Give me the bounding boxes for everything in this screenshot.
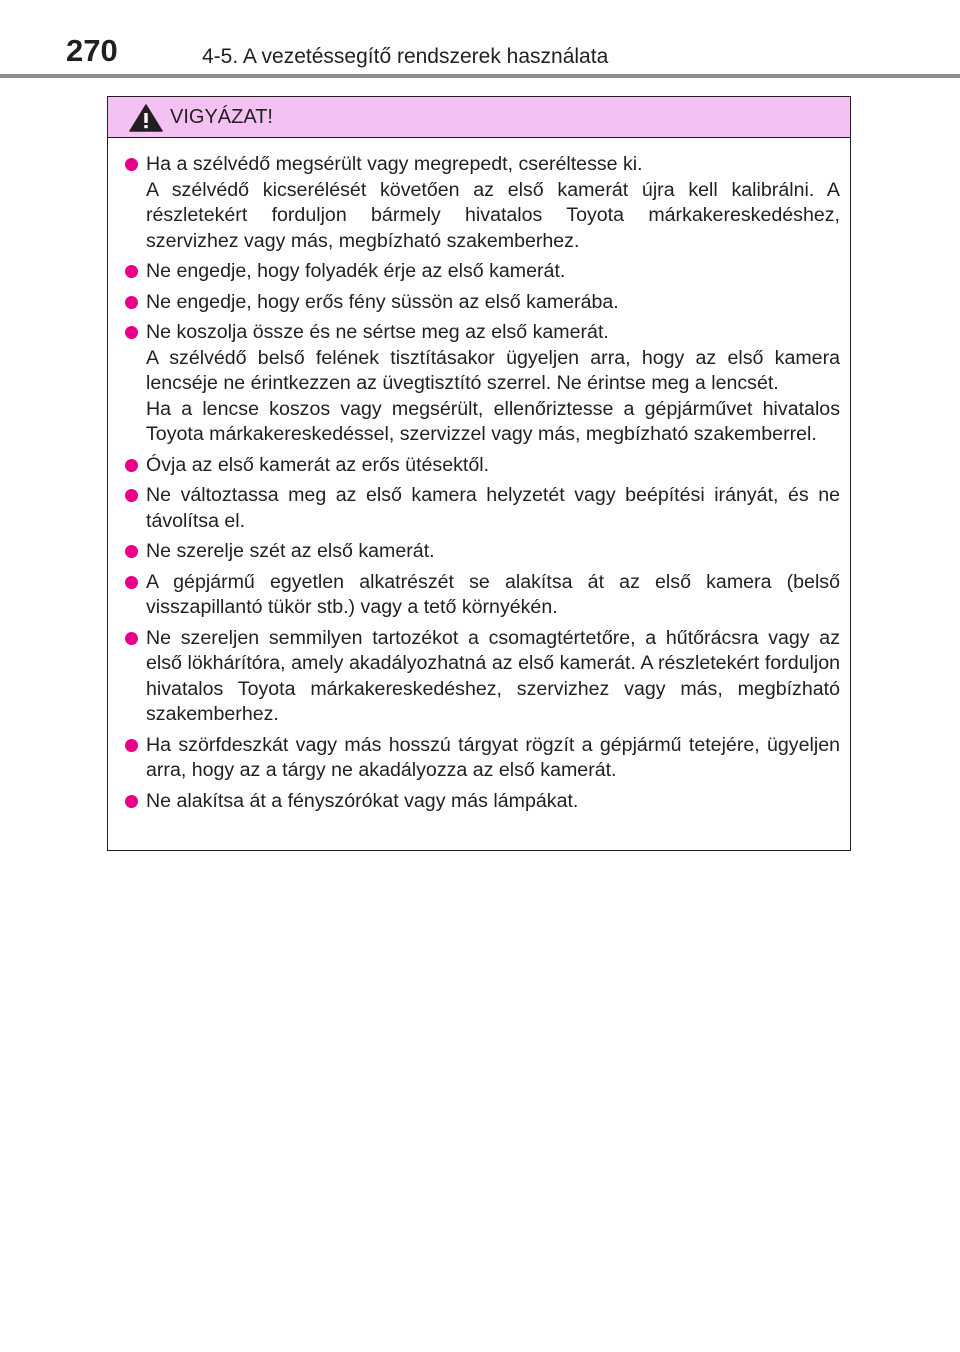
warning-text: A szélvédő belső felének tisztításakor ügyeljen arra, hogy az első kamera lencséje ne érintkezzen az üvegtisztító szerrel. Ne érintse meg a lencsét. (146, 346, 840, 394)
bullet-dot-icon (125, 265, 138, 278)
warning-item (122, 570, 840, 621)
bullet-dot-icon (125, 739, 138, 752)
bullet-dot-icon (125, 296, 138, 309)
warning-item (122, 789, 840, 815)
warning-text: Ne szerelje szét az első kamerát. (146, 540, 435, 562)
warning-text: Ha a szélvédő megsérült vagy megrepedt, cseréltesse ki. (146, 153, 643, 175)
bullet-dot-icon (125, 576, 138, 589)
bullet-dot-icon (125, 545, 138, 558)
warning-text: Ne engedje, hogy folyadék érje az első kamerát. (146, 260, 566, 282)
warning-text: A szélvédő kicserélését követően az első kamerát újra kell kalibrálni. A részletekért forduljon bármely hivatalos Toyota márkakereskedéshez, szervizhez vagy más, megbízható szakemberhez. (146, 178, 840, 252)
warning-item (122, 733, 840, 784)
warning-header (108, 97, 850, 138)
section-title: 4-5. A vezetéssegítő rendszerek használata (202, 45, 609, 68)
warning-text: Ne szereljen semmilyen tartozékot a csomagtértetőre, a hűtőrácsra vagy az első lökhárítóra, amely akadályozhatná az első kamerát. A részletekért forduljon hivatalos Toyota márkakereskedéshez, szervizhez vagy más, megbízható szakemberhez. (146, 626, 840, 725)
bullet-dot-icon (125, 489, 138, 502)
warning-text: Ne változtassa meg az első kamera helyzetét vagy beépítési irányát, és ne távolítsa el. (146, 484, 840, 532)
warning-item (122, 626, 840, 728)
bullet-dot-icon (125, 632, 138, 645)
warning-text: Óvja az első kamerát az erős ütésektől. (146, 453, 490, 476)
warning-item (122, 483, 840, 534)
header-divider (0, 74, 960, 78)
bullet-dot-icon (125, 459, 138, 472)
warning-item (122, 453, 840, 479)
warning-item (122, 539, 840, 565)
warning-text: Ha szörfdeszkát vagy más hosszú tárgyat rögzít a gépjármű tetejére, ügyeljen arra, hogy az a tárgy ne akadályozza az első kamerát. (146, 733, 840, 781)
warning-item (122, 152, 840, 254)
bullet-dot-icon (125, 158, 138, 171)
warning-list (108, 138, 850, 814)
warning-title: VIGYÁZAT! (170, 106, 273, 128)
bullet-dot-icon (125, 326, 138, 339)
bullet-dot-icon (125, 795, 138, 808)
page-number: 270 (66, 33, 118, 68)
warning-text: Ne koszolja össze és ne sértse meg az első kamerát. (146, 321, 609, 343)
warning-box (107, 96, 851, 851)
warning-text: Ne alakítsa át a fényszórókat vagy más lámpákat. (146, 789, 579, 812)
page-header (0, 0, 960, 80)
warning-item (122, 290, 840, 316)
warning-text: Ha a lencse koszos vagy megsérült, ellenőriztesse a gépjárművet hivatalos Toyota márkakereskedéssel, szervizzel vagy más, megbízható szakemberrel. (146, 397, 840, 445)
warning-text: A gépjármű egyetlen alkatrészét se alakítsa át az első kamera (belső visszapillantó tükör stb.) vagy a tető környékén. (146, 570, 840, 618)
warning-text: Ne engedje, hogy erős fény süssön az első kamerába. (146, 290, 619, 313)
warning-triangle-icon (129, 104, 163, 132)
warning-item (122, 320, 840, 448)
warning-item (122, 259, 840, 285)
